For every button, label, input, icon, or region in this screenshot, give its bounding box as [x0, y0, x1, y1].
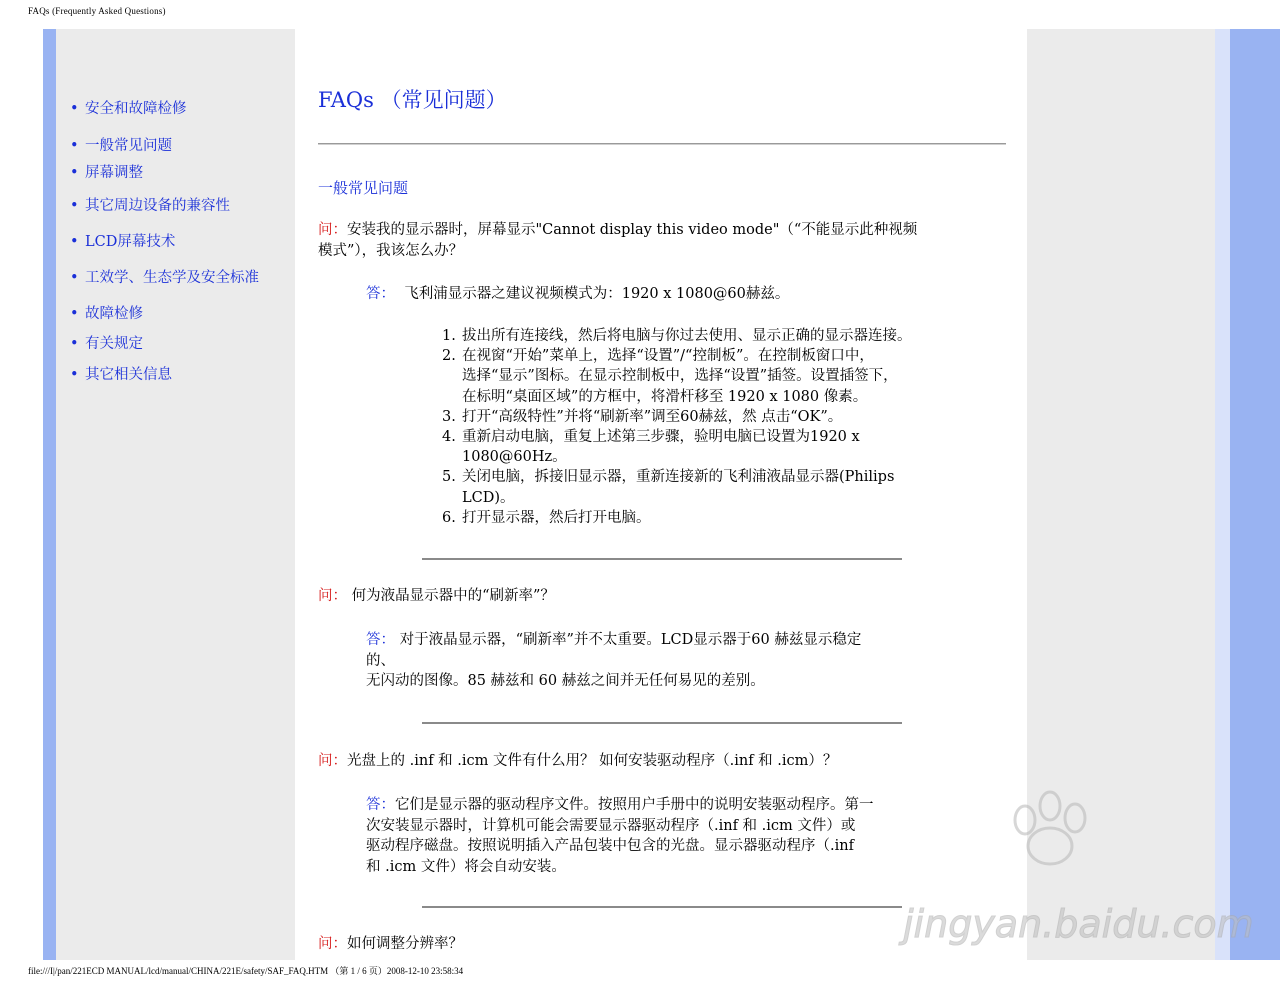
sidebar-item-label: 一般常见问题 [85, 138, 172, 154]
sidebar-item-other-info[interactable] [70, 363, 172, 384]
divider [422, 906, 902, 908]
sidebar-item-troubleshooting[interactable] [70, 302, 143, 323]
answer-2-line1: 对于液晶显示器，“刷新率”并不太重要。LCD显示器于60 赫兹显示稳定 [399, 632, 862, 648]
list-item [442, 427, 1002, 467]
question-1-line2: 模式”），我该怎么办？ [318, 242, 464, 259]
sidebar-item-regulatory[interactable] [70, 332, 143, 353]
title-divider [318, 143, 1006, 145]
bullet-icon: • [70, 367, 79, 383]
step-text: 1080@60Hz。 [462, 449, 567, 466]
step-text: 选择“显示”图标。在显示控制板中，选择“设置”插签。设置插签下， [462, 368, 898, 385]
question-label: 问： [318, 753, 347, 769]
sidebar-item-label: 安全和故障检修 [85, 101, 187, 117]
step-number: 1. [442, 328, 456, 344]
answer-2 [366, 630, 966, 692]
sidebar-item-ergonomics[interactable] [70, 266, 259, 287]
step-number: 6. [442, 509, 456, 526]
page-header: FAQs (Frequently Asked Questions) [28, 6, 166, 16]
section-title: 一般常见问题 [318, 179, 409, 197]
sidebar-item-label: 工效学、生态学及安全标准 [85, 270, 259, 286]
page-title: FAQs （常见问题） [318, 88, 507, 112]
divider [422, 558, 902, 560]
answer-2-line2: 的、 [366, 652, 395, 669]
question-3 [318, 751, 837, 772]
right-light-stripe [1215, 29, 1230, 960]
sidebar-item-label: 其它相关信息 [85, 367, 172, 383]
step-text: 重新启动电脑，重复上述第三步骤，验明电脑已设置为1920 x [462, 429, 860, 446]
question-1-line1: 安装我的显示器时，屏幕显示"Cannot display this video mode"（“不能显示此种视频 [347, 222, 918, 238]
step-text: 在视窗“开始”菜单上，选择“设置”/“控制板”。在控制板窗口中， [462, 348, 874, 365]
bullet-icon: • [70, 198, 79, 214]
question-2-text: 何为液晶显示器中的“刷新率”？ [351, 588, 555, 604]
bullet-icon: • [70, 306, 79, 322]
step-number: 4. [442, 429, 456, 446]
sidebar-item-label: LCD屏幕技术 [85, 234, 176, 250]
answer-label: 答： [366, 797, 395, 813]
page-footer: file:///I|/pan/221ECD MANUAL/lcd/manual/CHINA/221E/safety/SAF_FAQ.HTM （第 1 / 6 页）2008-12-10 23:58:34 [28, 966, 464, 976]
step-number: 5. [442, 469, 456, 486]
sidebar-item-safety[interactable] [70, 97, 187, 118]
answer-1 [366, 284, 789, 305]
step-text: 打开显示器，然后打开电脑。 [462, 509, 651, 526]
answer-1-text: 飞利浦显示器之建议视频模式为：1920 x 1080@60赫兹。 [404, 286, 790, 302]
bullet-icon: • [70, 270, 79, 286]
bullet-icon: • [70, 101, 79, 117]
question-4 [318, 934, 463, 955]
answer-2-line3: 无闪动的图像。85 赫兹和 60 赫兹之间并无任何易见的差别。 [366, 673, 765, 689]
answer-3-line3: 驱动程序磁盘。按照说明插入产品包装中包含的光盘。显示器驱动程序（.inf [366, 838, 854, 854]
sidebar-item-label: 屏幕调整 [85, 165, 143, 181]
step-text: LCD)。 [462, 489, 515, 506]
bullet-icon: • [70, 165, 79, 181]
bullet-icon: • [70, 336, 79, 352]
list-item [442, 407, 1002, 427]
step-text: 拔出所有连接线，然后将电脑与你过去使用、显示正确的显示器连接。 [462, 328, 912, 344]
question-2 [318, 586, 555, 607]
question-4-text: 如何调整分辨率？ [347, 936, 463, 952]
right-panel [1027, 29, 1215, 960]
divider [422, 722, 902, 724]
watermark-text: jingyan.baidu.com [903, 902, 1254, 946]
sidebar-item-compatibility[interactable] [70, 194, 230, 215]
sidebar-item-screen-adjust[interactable] [70, 161, 143, 182]
right-stripe [1230, 29, 1280, 960]
question-label: 问： [318, 936, 347, 952]
question-label: 问： [318, 222, 347, 238]
question-3-text: 光盘上的 .inf 和 .icm 文件有什么用？ 如何安装驱动程序（.inf 和 .icm）？ [347, 753, 838, 769]
answer-label: 答： [366, 632, 395, 648]
answer-label: 答： [366, 286, 395, 302]
steps-list [442, 326, 1002, 528]
sidebar-item-general-faq[interactable] [70, 134, 172, 155]
step-text: 打开“高级特性”并将“刷新率”调至60赫兹，然 点击“OK”。 [462, 408, 843, 425]
step-number: 2. [442, 348, 456, 365]
step-number: 3. [442, 408, 456, 425]
sidebar-item-label: 故障检修 [85, 306, 143, 322]
left-stripe [43, 29, 56, 960]
list-item [442, 326, 1002, 346]
answer-3 [366, 795, 986, 877]
step-text: 在标明“桌面区域”的方框中，将滑杆移至 1920 x 1080 像素。 [462, 388, 868, 405]
sidebar-item-lcd-tech[interactable] [70, 230, 175, 251]
question-label: 问： [318, 588, 347, 604]
step-text: 关闭电脑，拆接旧显示器，重新连接新的飞利浦液晶显示器(Philips [462, 469, 895, 486]
bullet-icon: • [70, 234, 79, 250]
answer-3-line1: 它们是显示器的驱动程序文件。按照用户手册中的说明安装驱动程序。第一 [395, 797, 874, 813]
sidebar-item-label: 其它周边设备的兼容性 [85, 198, 230, 214]
sidebar-item-label: 有关规定 [85, 336, 143, 352]
list-item [442, 508, 1002, 528]
bullet-icon: • [70, 138, 79, 154]
question-1 [318, 220, 1008, 261]
answer-3-line2: 次安装显示器时，计算机可能会需要显示器驱动程序（.inf 和 .icm 文件）或 [366, 817, 856, 834]
list-item [442, 346, 1002, 407]
answer-3-line4: 和 .icm 文件）将会自动安装。 [366, 858, 566, 875]
list-item [442, 467, 1002, 507]
